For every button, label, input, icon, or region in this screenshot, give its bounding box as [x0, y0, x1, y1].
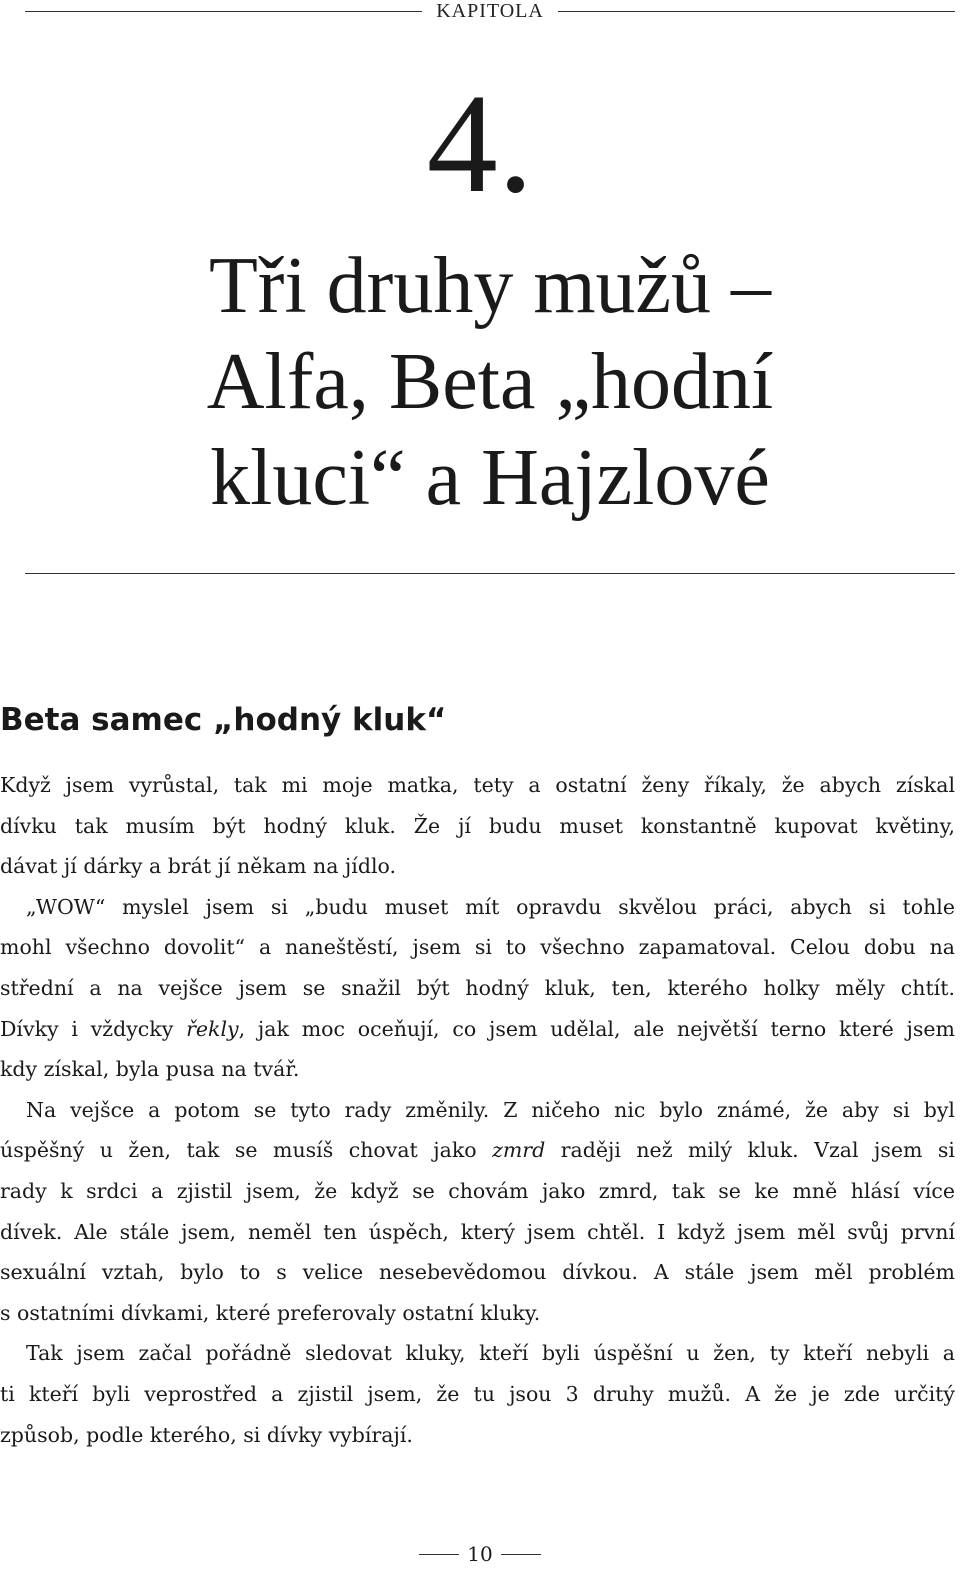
text-line: střední a na vejšce jsem se snažil být hodný kluk, ten, kterého holky měly chtít. [0, 975, 955, 1000]
text-run: úspěšný u žen, tak se musíš chovat jako [0, 1138, 493, 1163]
text-line: Na vejšce a potom se tyto rady změnily. Z ničeho nic bylo známé, že aby si byl [26, 1097, 955, 1122]
text-line: mohl všechno dovolit“ a naneštěstí, jsem si to všechno zapamatoval. Celou dobu na [0, 935, 955, 960]
chapter-header [25, 0, 955, 22]
text-line [0, 1009, 955, 1050]
text-line: dívku tak musím být hodný kluk. Že jí budu muset konstantně kupovat květiny, [0, 813, 955, 838]
text-line: způsob, podle kterého, si dívky vybírají. [0, 1422, 413, 1447]
text-line: dávat jí dárky a brát jí někam na jídlo. [0, 854, 397, 879]
text-line: ti kteří byli veprostřed a zjistil jsem, že tu jsou 3 druhy mužů. A že je zde určitý [0, 1381, 955, 1406]
text-line [0, 1130, 955, 1171]
text-line: s ostatními dívkami, které preferovaly ostatní kluky. [0, 1300, 541, 1325]
text-line: dívek. Ale stále jsem, neměl ten úspěch, který jsem chtěl. I když jsem měl svůj první [0, 1219, 955, 1244]
body-text [0, 765, 955, 1455]
page-number-value: 10 [467, 1542, 493, 1566]
italic-text: zmrd [492, 1138, 546, 1163]
chapter-title [60, 238, 920, 526]
kapitola-label: KAPITOLA [436, 0, 544, 22]
text-run: , jak moc oceňují, co jsem udělal, ale největší terno které jsem [238, 1016, 955, 1041]
chapter-title-line: Alfa, Beta „hodní [206, 338, 774, 426]
text-line: „WOW“ myslel jsem si „budu muset mít opravdu skvělou práci, abych si tohle [26, 894, 955, 919]
text-line: Když jsem vyrůstal, tak mi moje matka, tety a ostatní ženy říkaly, že abych získal [0, 773, 955, 797]
text-run: Dívky i vždycky [0, 1016, 187, 1041]
page-number [0, 1542, 960, 1566]
page-number-dash-left [419, 1554, 459, 1555]
text-run: raději než milý kluk. Vzal jsem si [545, 1138, 955, 1163]
italic-text: řekly [186, 1016, 239, 1041]
text-line: sexuální vztah, bylo to s velice nesebevědomou dívkou. A stále jsem měl problém [0, 1260, 955, 1285]
chapter-number: 4. [426, 64, 534, 222]
header-rule-left [25, 11, 422, 12]
text-line: kdy získal, byla pusa na tvář. [0, 1057, 300, 1082]
text-line: Tak jsem začal pořádně sledovat kluky, kteří byli úspěšní u žen, ty kteří nebyli a [26, 1341, 955, 1366]
header-rule-right [558, 11, 955, 12]
page-number-dash-right [501, 1554, 541, 1555]
text-line: rady k srdci a zjistil jsem, že když se chovám jako zmrd, tak se ke mně hlásí více [0, 1178, 955, 1203]
chapter-title-line: Tři druhy mužů – [208, 242, 772, 330]
chapter-title-line: kluci“ a Hajzlové [210, 434, 770, 522]
section-heading: Beta samec „hodný kluk“ [0, 702, 447, 738]
title-divider [25, 573, 955, 574]
